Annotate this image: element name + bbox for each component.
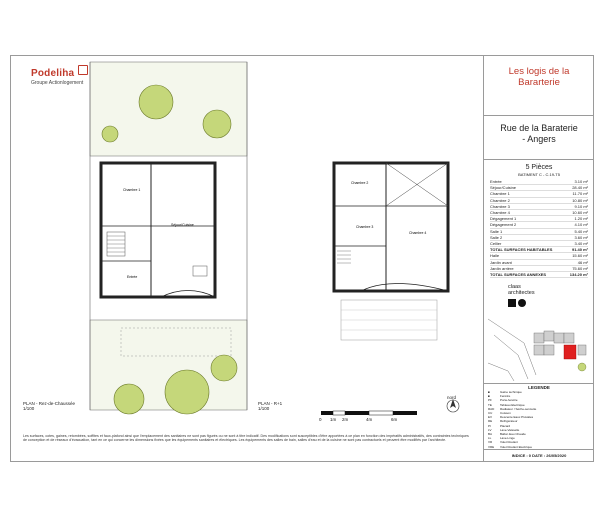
legend-code: ■ [488,390,490,394]
scale-mark-4: 4m [366,417,373,422]
first-plan-scale: 1/100 [258,406,270,411]
total-annex-value: 134.20 m² [569,272,588,278]
unit-lot: BATIMENT C - C.19-T5 [518,172,560,177]
surface-row-value: 5.40 m² [574,228,588,234]
legend-label: Lave-Linge [500,436,515,441]
ground-plan-label [23,401,75,411]
floor-plans-drawing [11,56,481,461]
address-box [484,116,594,160]
surface-row-label: Jardin arrière [490,265,514,271]
legend-items [484,390,594,449]
disclaimer-text: Les surfaces, cotes, gaines, retombées, soffites et faux-plafond ainsi que l'emplacement des sanitaires ne sont pas figurés ou ne sont à titre indicatif. Des modifications sont susceptibles d'être apportées à ce plan en fonction des impératifs administratifs, des contraintes techniques de conception et de réseaux d'évacuation, tant en ce qui concerne les dimensions fixées que les équipements sanitaires et électriques. Les équipements des salles de bain, salles d'eau et de la cuisine ne sont pas contractuels et peuvent être modifiés par l'architecte. [23,434,469,443]
brand-name: Podeliha [31,68,75,79]
scale-bar [321,411,417,415]
address-line-1: Rue de la Baraterie [500,123,578,133]
surface-row-label: Dégagement 1 [490,216,517,222]
legend-label: Fenêtre [500,394,511,399]
architect-line-1: claas [508,284,521,291]
legend-code: RAD [488,406,495,411]
unit-type: 5 Pièces [525,164,553,171]
legend [484,383,594,450]
surface-row-label: Entrée [490,179,502,184]
first-plan-label [258,401,282,411]
surface-row-value: 75.60 m² [572,265,588,271]
surface-row-value: 28.40 m² [572,185,588,191]
legend-code: VRE [488,444,495,449]
legend-code: PF [488,398,492,403]
scale-mark-6: 6m [391,417,398,422]
plans-area [11,56,481,461]
surface-row-label: Salle 2 [490,234,503,240]
surface-row-label: Jardin avant [490,259,512,265]
legend-label: Volet Roulant [500,440,518,445]
north-arrow-icon [447,399,459,412]
legend-code: BA [488,432,493,437]
scale-mark-0: 0 [319,417,322,422]
programme-line-1: Les logis de la [508,66,570,77]
legend-label: Lave-Vaisselle [500,427,520,432]
surface-rows [490,179,588,247]
surface-row-value: 1.20 m² [574,216,588,222]
svg-text:Séjour/Cuisine: Séjour/Cuisine [171,223,194,227]
circle-icon [518,299,526,307]
legend-code: VR [488,440,493,445]
annex-rows [490,253,588,272]
legend-label: Ballon Eau Chaude [500,432,526,437]
surface-row-label: Cellier [490,241,502,247]
surface-row-value: 3.10 m² [574,179,588,184]
cartouche-panel [483,56,594,461]
legend-label: Placard [500,423,511,428]
surface-row-value: 9.10 m² [574,203,588,209]
architect-line-2: architectes [508,290,535,297]
surface-row-label: Séjour/Cuisine [490,185,517,191]
ground-plan-scale: 1/100 [23,406,35,411]
legend-code: EV [488,415,493,420]
svg-text:Chambre 1: Chambre 1 [123,188,141,192]
surface-row-label: Halle [490,253,500,259]
legend-code: CU [488,411,493,416]
surface-row-label: Dégagement 2 [490,222,517,228]
square-icon [508,299,516,307]
ground-plan-title: PLAN - Rez-de-Chaussée [23,401,76,406]
total-annex-row [490,272,588,278]
brand-subtitle: Groupe Actionlogement [31,80,84,86]
legend-code: LV [488,427,492,432]
first-floor-plan [334,163,448,340]
surface-row-value: 4.10 m² [574,222,588,228]
surface-row-label: Chambre 1 [490,191,510,197]
svg-text:Entrée: Entrée [127,275,138,279]
legend-code: TE [488,402,492,407]
legend-code: ■ [488,394,490,399]
legend-label: Radiateur / Sèche-serviette [500,406,537,411]
surface-row-value: 3.60 m² [574,234,588,240]
svg-text:Chambre 2: Chambre 2 [351,181,369,185]
surface-row-label: Chambre 2 [490,197,510,203]
scale-mark-1: 1m [330,417,337,422]
total-habitable-label: TOTAL SURFACES HABITABLES [490,247,553,253]
scale-mark-2: 2m [342,417,349,422]
surface-row-value: 3.40 m² [574,241,588,247]
surface-row-label: Chambre 4 [490,210,510,216]
site-location-map [484,315,594,383]
legend-code: RE [488,419,493,424]
surface-row-label: Chambre 3 [490,203,510,209]
legend-label: Cuisson [500,411,511,416]
programme-line-2: Bararterie [518,77,560,88]
first-plan-title: PLAN - R+1 [258,401,283,406]
surface-table [484,160,594,278]
legend-label: Réfrigérateur [500,419,518,424]
svg-text:Chambre 4: Chambre 4 [409,231,427,235]
north-label: nord [447,395,457,400]
svg-text:Chambre 3: Chambre 3 [356,225,374,229]
legend-label: Descente Eaux Pluviales [500,415,534,420]
architect-logo [508,284,588,307]
surface-row-label: Salle 1 [490,228,503,234]
legend-label: Volet Roulant Electrique [500,444,533,449]
surface-row-value: 10.80 m² [572,197,588,203]
programme-box [484,56,594,116]
total-habitable-value: 91.40 m² [571,247,588,253]
surface-row-value: 15.60 m² [572,253,588,259]
architect-mark [508,299,588,307]
legend-title: LEGENDE [528,385,550,390]
legend-label: Gaine technique [500,390,522,394]
surface-row-value: 11.70 m² [572,191,588,197]
surface-row-value: 10.60 m² [572,210,588,216]
legend-code: LL [488,436,492,441]
total-annex-label: TOTAL SURFACES ANNEXES [490,272,547,278]
legend-label: Tableau Electrique [500,402,525,407]
legend-label: Porte-fenêtre [500,398,518,403]
indice-date: INDICE : 0 DATE : 26/05/2020 [484,449,594,461]
surface-row-value: 46 m² [577,259,588,265]
plan-sheet [10,55,594,462]
address-line-2: - Angers [522,134,556,144]
legend-code: PI [488,423,491,428]
